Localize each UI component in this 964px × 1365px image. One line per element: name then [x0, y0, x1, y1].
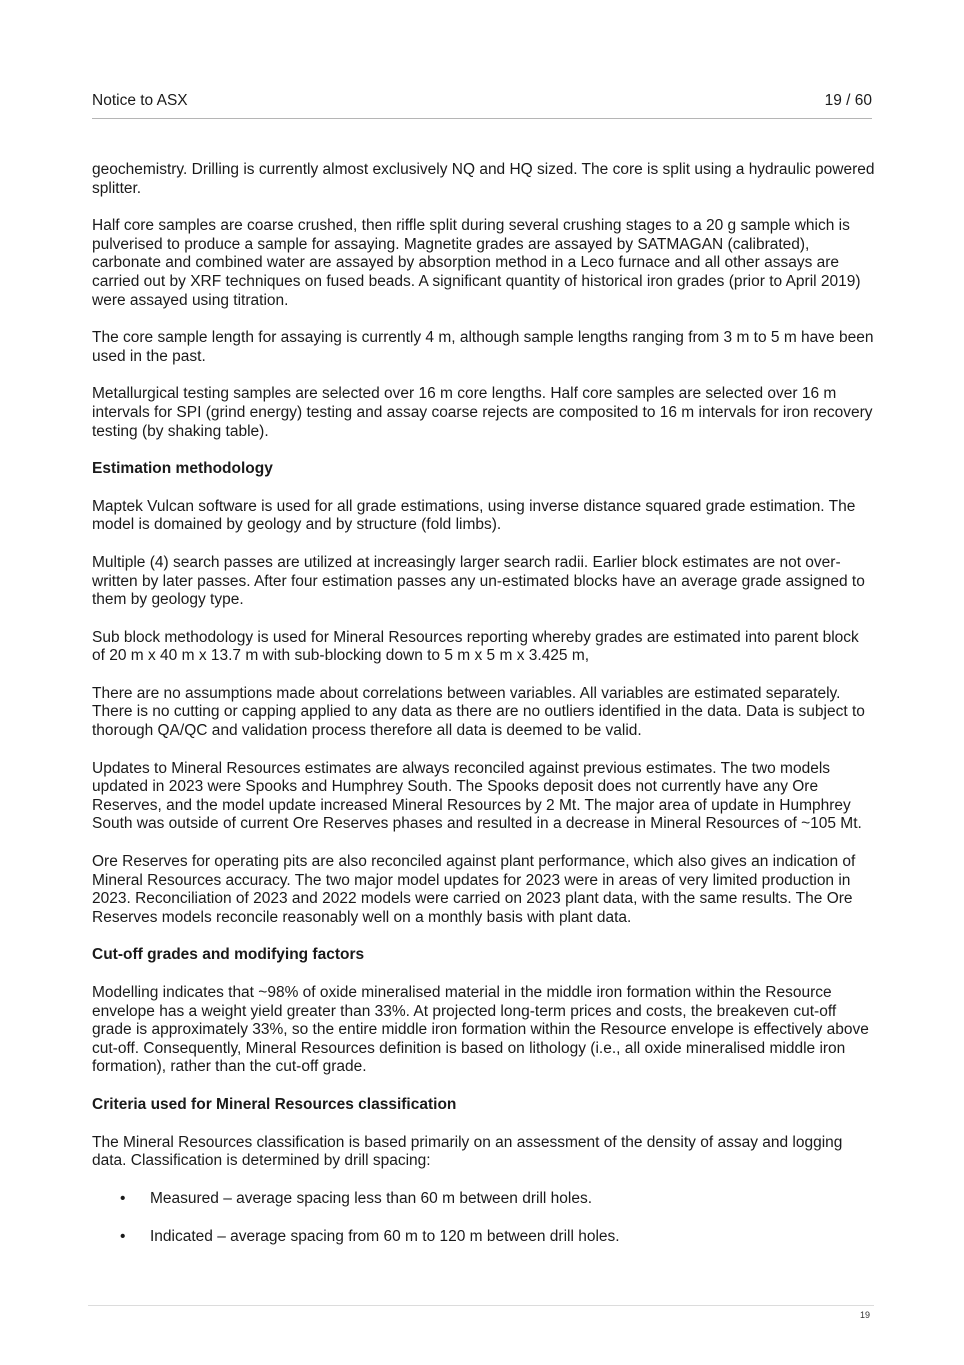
paragraph-drilling: geochemistry. Drilling is currently almost exclusively NQ and HQ sized. The core is split using a hydraulic powered splitter.	[92, 161, 875, 197]
list-item-indicated	[92, 1228, 876, 1247]
paragraph-reconciliation: Ore Reserves for operating pits are also reconciled against plant performance, which also gives an indication of Mineral Resources accuracy. The two major model updates for 2023 were in areas of very limited production in 2023. Reconciliation of 2023 and 2022 models were carried on 2023 plant data, with the same results. The Ore Reserves models reconcile reasonably well on a monthly basis with plant data.	[92, 853, 856, 926]
paragraph-assumptions: There are no assumptions made about correlations between variables. All variables are estimated separately. There is no cutting or capping applied to any data as there are no outliers identified in the data. Data is subject to thorough QA/QC and validation process therefore all data is deemed to be valid.	[92, 684, 865, 740]
bullet-icon: •	[120, 1228, 126, 1246]
heading-classification-criteria: Criteria used for Mineral Resources classification	[92, 1095, 457, 1113]
paragraph-sample-length: The core sample length for assaying is currently 4 m, although sample lengths ranging from 3 m to 5 m have been used in the past.	[92, 329, 874, 365]
paragraph-metallurgical-testing: Metallurgical testing samples are selected over 16 m core lengths. Half core samples are selected over 16 m intervals for SPI (grind energy) testing and assay coarse rejects are composited to 16 m intervals for iron recovery testing (by shaking table).	[92, 385, 873, 440]
document-title: Notice to ASX	[92, 92, 188, 109]
page-header	[92, 92, 872, 119]
paragraph-vulcan-software: Maptek Vulcan software is used for all grade estimations, using inverse distance squared grade estimation. The model is domained by geology and by structure (fold limbs).	[92, 497, 856, 534]
heading-cutoff-grades: Cut-off grades and modifying factors	[92, 946, 365, 964]
page-number: 19	[859, 1310, 870, 1320]
list-item-measured	[92, 1190, 876, 1209]
heading-estimation-methodology: Estimation methodology	[92, 460, 273, 478]
list-item-text: Indicated – average spacing from 60 m to 120 m between drill holes.	[150, 1228, 620, 1246]
page-indicator: 19 / 60	[824, 92, 872, 109]
classification-list	[92, 1190, 876, 1247]
paragraph-sub-block: Sub block methodology is used for Mineral Resources reporting whereby grades are estimated into parent block of 20 m x 40 m x 13.7 m with sub-blocking down to 5 m x 5 m x 3.425 m,	[92, 628, 859, 665]
list-item-text: Measured – average spacing less than 60 m between drill holes.	[150, 1189, 593, 1207]
paragraph-modelling: Modelling indicates that ~98% of oxide mineralised material in the middle iron formation within the Resource envelope has a weight yield greater than 33%. At projected long-term prices and costs, the breakeven cut-off grade is approximately 33%, so the entire middle iron formation within the Resource envelope is effectively above cut-off. Consequently, Mineral Resources definition is based on lithology (i.e., all oxide mineralised middle iron formation), rather than the cut-off grade.	[92, 984, 869, 1076]
bullet-icon: •	[120, 1189, 126, 1207]
paragraph-updates: Updates to Mineral Resources estimates are always reconciled against previous estimates. The two models updated in 2023 were Spooks and Humphrey South. The Spooks deposit does not currently have any Ore Reserves, and the model update increased Mineral Resources by 2 Mt. The major area of update in Humphrey South was outside of current Ore Reserves phases and resulted in a decrease in Mineral Resources of ~105 Mt.	[92, 759, 862, 833]
paragraph-sample-prep: Half core samples are coarse crushed, then riffle split during several crushing stages to a 20 g sample which is pulverised to produce a sample for assaying. Magnetite grades are assayed by SATMAGAN (calibrated), carbonate and combined water are assayed by absorption method in a Leco furnace and all other assays are carried out by XRF techniques on fused beads. A significant quantity of historical iron grades (prior to April 2019) were assayed using titration.	[92, 217, 861, 309]
page-footer	[88, 1305, 874, 1320]
paragraph-classification: The Mineral Resources classification is based primarily on an assessment of the density of assay and logging data. Classification is determined by drill spacing:	[92, 1133, 843, 1170]
page-body	[92, 161, 876, 1267]
paragraph-search-passes: Multiple (4) search passes are utilized at increasingly larger search radii. Earlier block estimates are not over-written by later passes. After four estimation passes any un-estimated blocks have an average grade assigned to them by geology type.	[92, 553, 865, 609]
